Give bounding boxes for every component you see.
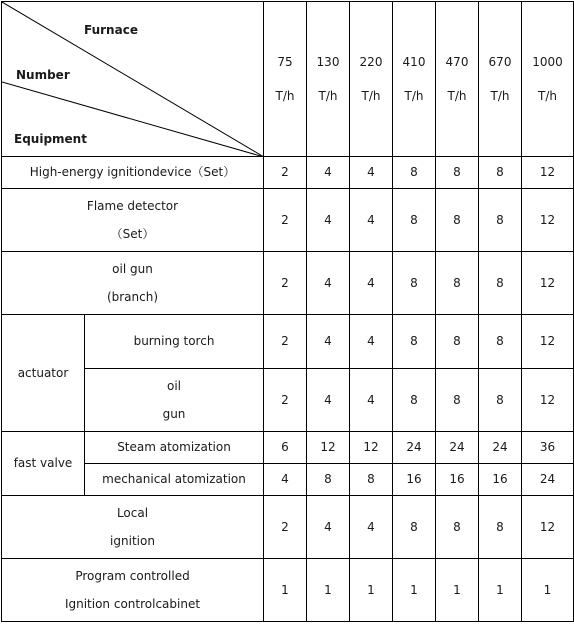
table-cell: 8 (436, 252, 479, 315)
table-cell: 12 (522, 189, 574, 252)
capacity-value: 470 (445, 54, 469, 69)
equipment-name: High-energy ignitiondevice（Set） (2, 157, 264, 189)
equipment-name: burning torch (85, 315, 264, 369)
capacity-unit: T/h (490, 89, 510, 103)
group-label-actuator: actuator (2, 315, 85, 432)
equipment-name: mechanical atomization (85, 464, 264, 496)
table-cell: 4 (307, 369, 350, 432)
table-cell: 12 (350, 432, 393, 464)
capacity-unit: T/h (361, 89, 381, 103)
table-cell: 2 (264, 189, 307, 252)
table-cell: 2 (264, 315, 307, 369)
header-row (2, 2, 574, 157)
table-row (2, 252, 574, 315)
table-cell: 8 (479, 496, 522, 559)
equipment-name-line2: Ignition controlcabinet (64, 597, 201, 611)
table-cell: 4 (307, 252, 350, 315)
table-cell: 1 (522, 559, 574, 622)
table-cell: 1 (479, 559, 522, 622)
table-cell: 8 (393, 496, 436, 559)
table-cell: 12 (522, 157, 574, 189)
capacity-unit: T/h (404, 89, 424, 103)
table-cell: 12 (522, 315, 574, 369)
table-cell: 4 (307, 157, 350, 189)
table-cell: 8 (479, 369, 522, 432)
table-cell: 12 (307, 432, 350, 464)
equipment-name-line1: Program controlled (75, 568, 190, 583)
capacity-header-470 (436, 2, 479, 157)
table-row (2, 315, 574, 369)
table-cell: 24 (479, 432, 522, 464)
equipment-name-line1: oil (166, 378, 181, 393)
table-cell: 24 (522, 464, 574, 496)
table-cell: 2 (264, 496, 307, 559)
table-cell: 8 (479, 157, 522, 189)
capacity-header-75 (264, 2, 307, 157)
table-cell: 8 (436, 315, 479, 369)
capacity-header-220 (350, 2, 393, 157)
table-cell: 4 (307, 496, 350, 559)
equipment-name-line2: ignition (110, 534, 155, 548)
table-cell: 12 (522, 369, 574, 432)
table-cell: 2 (264, 369, 307, 432)
table-cell: 4 (350, 315, 393, 369)
equipment-name (2, 496, 264, 559)
table-cell: 8 (436, 369, 479, 432)
table-cell: 8 (393, 369, 436, 432)
table-cell: 1 (436, 559, 479, 622)
table-cell: 16 (393, 464, 436, 496)
table-cell: 12 (522, 252, 574, 315)
table-cell: 8 (350, 464, 393, 496)
capacity-value: 410 (402, 54, 426, 69)
table-cell: 4 (350, 157, 393, 189)
capacity-header-670 (479, 2, 522, 157)
equipment-name (2, 559, 264, 622)
diagonal-header-cell (2, 2, 264, 157)
table-cell: 8 (436, 496, 479, 559)
table-cell: 16 (436, 464, 479, 496)
equipment-label: Equipment (14, 132, 87, 146)
capacity-value: 75 (277, 54, 293, 69)
table-cell: 1 (393, 559, 436, 622)
table-cell: 8 (393, 315, 436, 369)
table-cell: 12 (522, 496, 574, 559)
equipment-name (2, 252, 264, 315)
table-cell: 4 (350, 189, 393, 252)
table-row (2, 464, 574, 496)
equipment-name (85, 369, 264, 432)
equipment-name-line1: oil gun (112, 261, 153, 276)
table-cell: 8 (436, 157, 479, 189)
table-cell: 8 (436, 189, 479, 252)
capacity-header-130 (307, 2, 350, 157)
equipment-name: Steam atomization (85, 432, 264, 464)
capacity-value: 130 (316, 54, 340, 69)
capacity-unit: T/h (538, 89, 557, 103)
capacity-value: 220 (359, 54, 383, 69)
group-label-fast-valve: fast valve (2, 432, 85, 496)
table-cell: 4 (350, 496, 393, 559)
table-cell: 8 (393, 189, 436, 252)
capacity-unit: T/h (447, 89, 467, 103)
table-cell: 4 (350, 369, 393, 432)
table-cell: 4 (350, 252, 393, 315)
table-cell: 6 (264, 432, 307, 464)
equipment-name-line2: （Set） (110, 227, 155, 241)
furnace-label: Furnace (84, 23, 138, 37)
table-cell: 8 (307, 464, 350, 496)
equipment-name (2, 189, 264, 252)
equipment-name-line1: Flame detector (86, 198, 179, 213)
table-row (2, 496, 574, 559)
capacity-unit: T/h (275, 89, 295, 103)
table-row (2, 369, 574, 432)
capacity-value: 670 (488, 54, 512, 69)
table-cell: 24 (436, 432, 479, 464)
table-row (2, 559, 574, 622)
equipment-name-line2: gun (162, 407, 186, 421)
table-cell: 2 (264, 252, 307, 315)
table-cell: 16 (479, 464, 522, 496)
table-cell: 8 (479, 189, 522, 252)
capacity-header-410 (393, 2, 436, 157)
table-cell: 8 (479, 315, 522, 369)
table-cell: 36 (522, 432, 574, 464)
table-cell: 1 (350, 559, 393, 622)
table-row (2, 157, 574, 189)
equipment-table (1, 1, 574, 622)
capacity-value: 1000 (532, 54, 563, 69)
number-label: Number (16, 68, 70, 82)
table-cell: 4 (264, 464, 307, 496)
capacity-header-1000 (522, 2, 574, 157)
table-cell: 8 (479, 252, 522, 315)
table-row (2, 189, 574, 252)
table-row (2, 432, 574, 464)
equipment-name-line2: (branch) (106, 290, 159, 304)
table-cell: 4 (307, 315, 350, 369)
table-cell: 1 (307, 559, 350, 622)
capacity-unit: T/h (318, 89, 338, 103)
table-cell: 4 (307, 189, 350, 252)
equipment-name-line1: Local (116, 505, 149, 520)
table-cell: 8 (393, 252, 436, 315)
table-cell: 8 (393, 157, 436, 189)
table-cell: 24 (393, 432, 436, 464)
table-cell: 1 (264, 559, 307, 622)
table-cell: 2 (264, 157, 307, 189)
